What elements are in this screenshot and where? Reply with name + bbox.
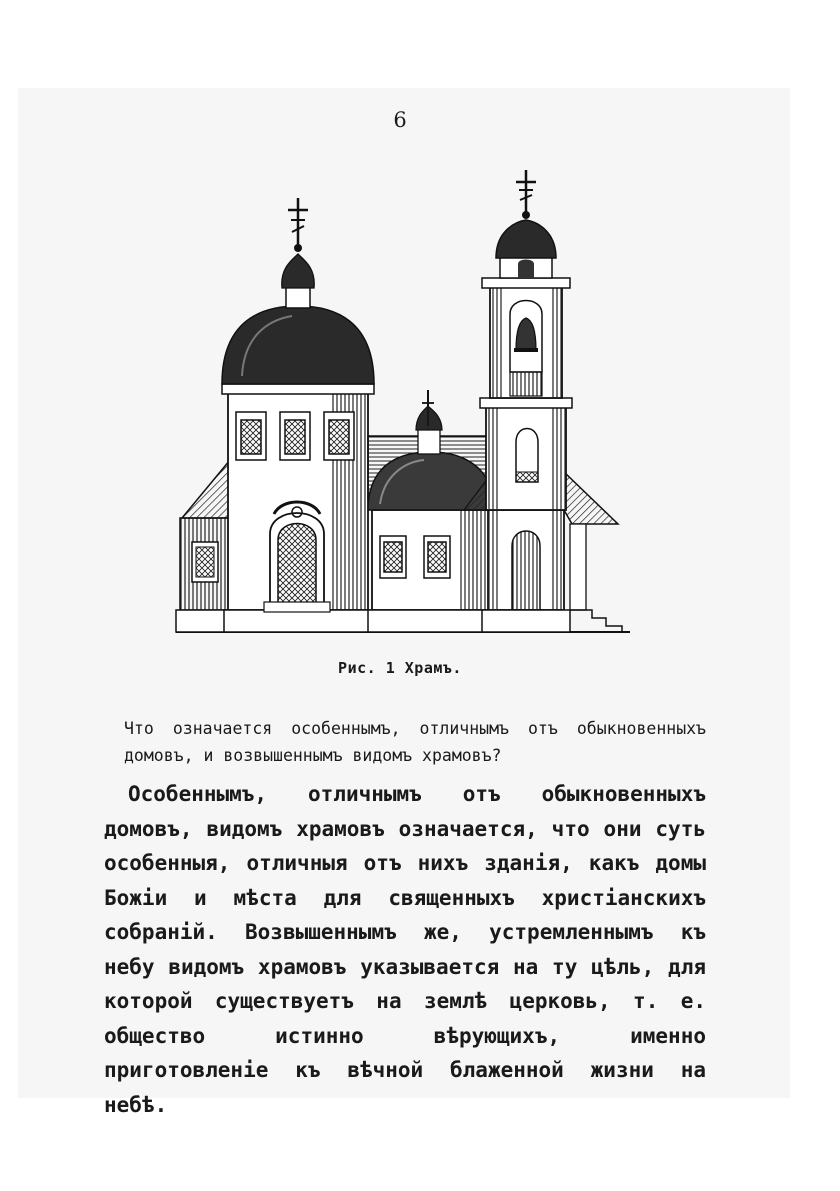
figure-caption: Рис. 1 Храмъ. [338,659,462,677]
answer-text: Особеннымъ, отличнымъ отъ обыкновенныхъ домовъ, видомъ храмовъ означается, что они суть особенныя, отличныя отъ нихъ зданія, какъ домы Божіи и мѣста для священныхъ христіанскихъ собраній. Возвышеннымъ же, устремленнымъ къ небу видомъ храмовъ указывается на ту цѣль, для которой существуетъ на землѣ церковь, т. е. общество истинно вѣрующихъ, именно приготовленіе къ вѣчной блаженной жизни на небѣ. [104,782,706,1117]
question-text: Что означается особеннымъ, отличнымъ отъ обыкновенныхъ домовъ, и возвышеннымъ видомъ храмовъ? [124,718,706,765]
church-illustration [172,160,632,638]
page-number: 6 [393,108,407,132]
